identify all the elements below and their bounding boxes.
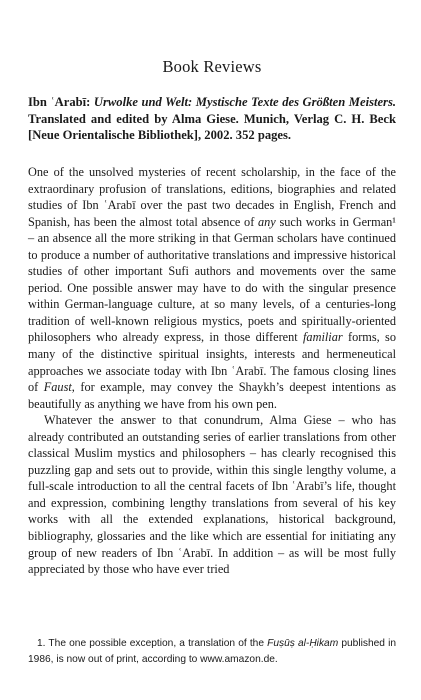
paragraph-text: , for example, may convey the Shaykh’s deepest intentions as beautifully as anything we have from his own pen. — [28, 380, 396, 411]
document-page — [28, 0, 396, 700]
footnote-text: 1. The one possible exception, a translation of the — [37, 638, 268, 649]
footnote-emphasis: Fuṣūṣ al-Ḥikam — [267, 638, 339, 649]
paragraph-text: forms, so many of the distinctive spiritual insights, interests and hermeneutical approaches we associate today with Ibn ʿArabī. The famous closing lines of — [28, 330, 396, 395]
paragraph-text: One of the unsolved mysteries of recent scholarship, in the face of the extraordinary profusion of translations, editions, biographies and related studies of Ibn ʿArabī over the past two decades in English, French and Spanish, has been the almost total absence of — [28, 165, 396, 229]
review-paragraph-2: Whatever the answer to that conundrum, Alma Giese – who has already contributed an outstanding series of earlier translations from other classical Muslim mystics and philosophers – has clearly recognised this puzzling gap and sets out to provide, within this single lengthy volume, a full-scale introduction to all the central facets of Ibn ʿArabī’s life, thought and expression, combining lengthy translations from several of his key works with all the extended explanations, historical background, bibliography, glossaries and the like which are essential for initiating any group of new readers of Ibn ʿArabī. In addition – as will be most fully appreciated by those who have ever tried — [28, 413, 396, 577]
review-paragraph-1 — [28, 164, 396, 412]
citation-author: Ibn ʿArabī: — [28, 95, 94, 109]
paragraph-emphasis: familiar — [303, 330, 343, 345]
paragraph-text: such works in German¹ – an absence all the more striking in that German scholars have continued to produce a number of authoritative translations and impressive historical studies of other important Sufi authors and movements over the same period. One possible answer may have to do with the singular presence within German-language culture, at so many levels, of a centuries-long tradition of well-known religious mystics, poets and spiritually-oriented philosophers who already express, in those different — [28, 214, 396, 345]
review-body — [28, 164, 396, 578]
footnote-text: published in 1986, is now out of print, according to www.amazon.de. — [28, 638, 396, 665]
citation-title: Urwolke und Welt: Mystische Texte des Größten Meisters. — [93, 95, 397, 109]
book-citation — [28, 94, 396, 144]
running-head: Book Reviews — [162, 57, 262, 76]
citation-publication: Translated and edited by Alma Giese. Munich, Verlag C. H. Beck [Neue Orientalische Bibliothek], 2002. 352 pages. — [28, 111, 396, 143]
paragraph-emphasis: Faust — [43, 380, 72, 395]
paragraph-emphasis: any — [258, 214, 276, 229]
footnote — [28, 636, 396, 667]
